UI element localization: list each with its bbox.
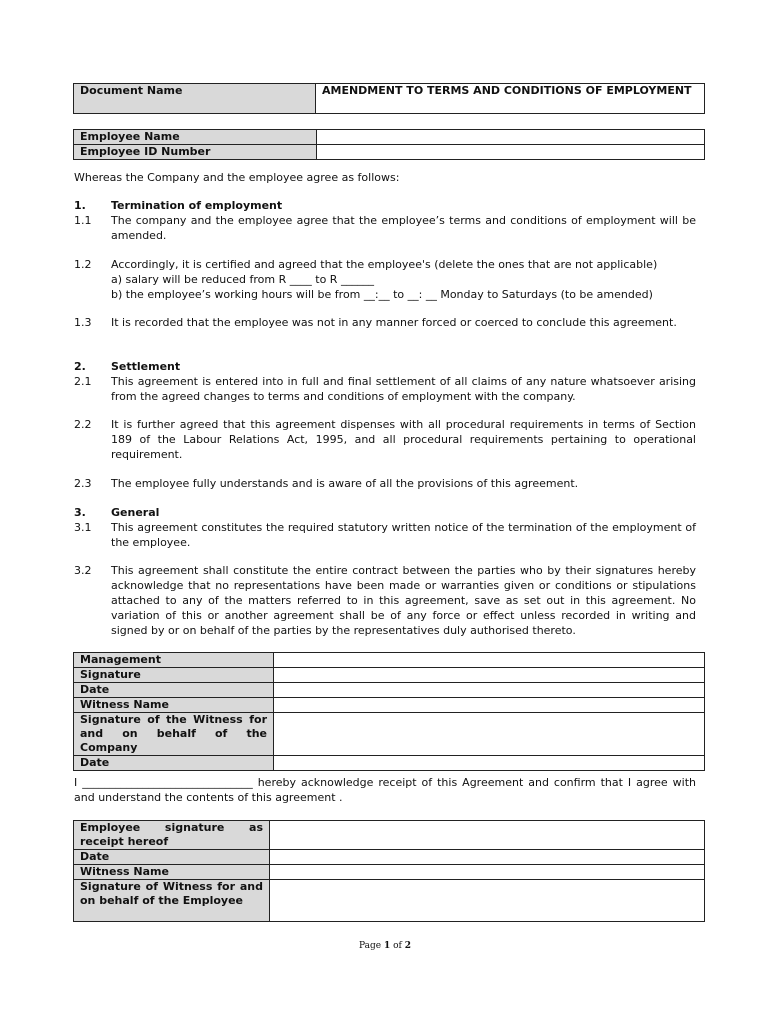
clause-2-1-number: 2.1 bbox=[74, 375, 92, 388]
section-3-number: 3. bbox=[74, 506, 86, 519]
clause-2-2-number: 2.2 bbox=[74, 418, 92, 431]
clause-1-2-number: 1.2 bbox=[74, 258, 92, 271]
clause-1-2-line-3: b) the employee’s working hours will be from __:__ to __: __ Monday to Saturdays (to be amended) bbox=[111, 288, 653, 301]
employee-id-field[interactable] bbox=[317, 145, 705, 160]
witness-date-field[interactable] bbox=[274, 756, 705, 771]
section-1-title: Termination of employment bbox=[111, 199, 283, 212]
employee-witness-signature-label: Signature of Witness for and on behalf of the Employee bbox=[74, 880, 270, 922]
signature-label: Signature bbox=[74, 668, 274, 683]
clause-1-2 bbox=[74, 257, 696, 302]
clause-2-3-number: 2.3 bbox=[74, 477, 92, 490]
employee-name-field[interactable] bbox=[317, 130, 705, 145]
employee-name-label: Employee Name bbox=[74, 130, 317, 145]
clause-3-1-text: This agreement constitutes the required statutory written notice of the termination of the employment of the employee. bbox=[111, 521, 696, 549]
date-label: Date bbox=[74, 683, 274, 698]
clause-3-1-number: 3.1 bbox=[74, 521, 92, 534]
witness-name-field[interactable] bbox=[274, 698, 705, 713]
management-signature-table bbox=[73, 652, 705, 771]
page-number: 1 bbox=[383, 941, 391, 951]
document-name-table bbox=[73, 83, 705, 114]
employee-signature-label: Employee signature as receipt hereof bbox=[74, 821, 270, 850]
section-2-title: Settlement bbox=[111, 360, 181, 373]
employee-signature-table bbox=[73, 820, 705, 922]
employee-id-label: Employee ID Number bbox=[74, 145, 317, 160]
employee-witness-name-field[interactable] bbox=[270, 865, 705, 880]
clause-1-2-line-2: a) salary will be reduced from R ____ to R ______ bbox=[111, 273, 374, 286]
witness-signature-label: Signature of the Witness for and on behalf of the Company bbox=[74, 713, 274, 756]
witness-name-label: Witness Name bbox=[74, 698, 274, 713]
section-3 bbox=[74, 505, 696, 550]
management-field[interactable] bbox=[274, 653, 705, 668]
acknowledgement-text: I _______________________________ hereby acknowledge receipt of this Agreement and confirm that I agree with and understand the contents of this agreement . bbox=[74, 776, 696, 804]
signature-field[interactable] bbox=[274, 668, 705, 683]
employee-date-label: Date bbox=[74, 850, 270, 865]
clause-2-2 bbox=[74, 417, 696, 462]
clause-2-2-text: It is further agreed that this agreement dispenses with all procedural requirements in terms of Section 189 of the Labour Relations Act, 1995, and all procedural requirements pertaining to operational requirement. bbox=[111, 418, 696, 461]
witness-signature-field[interactable] bbox=[274, 713, 705, 756]
management-label: Management bbox=[74, 653, 274, 668]
clause-3-2-text: This agreement shall constitute the entire contract between the parties who by their signatures hereby acknowledge that no representations have been made or warranties given or conditions or stipulations attached to any of the matters referred to in this agreement, save as set out in this agreement. No variation of this or another agreement shall be of any force or effect unless recorded in writing and signed by or on behalf of the parties by the representatives duly authorised thereto. bbox=[111, 564, 696, 637]
page-footer bbox=[0, 941, 770, 951]
clause-2-3 bbox=[74, 476, 696, 491]
clause-1-3 bbox=[74, 315, 696, 330]
clause-1-2-line-1: Accordingly, it is certified and agreed that the employee's (delete the ones that are not applicable) bbox=[111, 258, 658, 271]
clause-1-3-number: 1.3 bbox=[74, 316, 92, 329]
document-name-label: Document Name bbox=[74, 84, 316, 114]
of-word: of bbox=[390, 941, 405, 951]
page-word: Page bbox=[359, 941, 384, 951]
section-2 bbox=[74, 359, 696, 404]
intro-text: Whereas the Company and the employee agree as follows: bbox=[74, 171, 400, 184]
employee-witness-name-label: Witness Name bbox=[74, 865, 270, 880]
employee-info-table bbox=[73, 129, 705, 160]
employee-witness-signature-field[interactable] bbox=[270, 880, 705, 922]
section-2-number: 2. bbox=[74, 360, 86, 373]
clause-2-1-text: This agreement is entered into in full and final settlement of all claims of any nature whatsoever arising from the agreed changes to terms and conditions of employment with the company. bbox=[111, 375, 696, 403]
clause-2-3-text: The employee fully understands and is aware of all the provisions of this agreement. bbox=[111, 477, 579, 490]
clause-3-2 bbox=[74, 563, 696, 638]
section-1-number: 1. bbox=[74, 199, 86, 212]
clause-1-3-text: It is recorded that the employee was not in any manner forced or coerced to conclude this agreement. bbox=[111, 316, 677, 329]
clause-1-1-text: The company and the employee agree that the employee’s terms and conditions of employment will be amended. bbox=[111, 214, 696, 242]
witness-date-label: Date bbox=[74, 756, 274, 771]
date-field[interactable] bbox=[274, 683, 705, 698]
employee-signature-field[interactable] bbox=[270, 821, 705, 850]
document-name-value: AMENDMENT TO TERMS AND CONDITIONS OF EMPLOYMENT bbox=[316, 84, 705, 114]
employee-date-field[interactable] bbox=[270, 850, 705, 865]
section-3-title: General bbox=[111, 506, 160, 519]
section-1 bbox=[74, 198, 696, 243]
clause-1-1-number: 1.1 bbox=[74, 214, 92, 227]
page-total: 2 bbox=[404, 941, 411, 951]
clause-3-2-number: 3.2 bbox=[74, 564, 92, 577]
